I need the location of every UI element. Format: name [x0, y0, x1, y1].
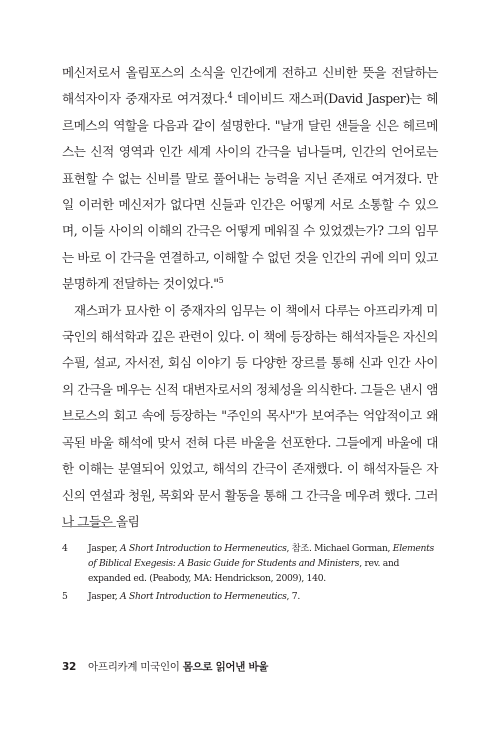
footnote-text — [88, 589, 438, 604]
footnote-title: A Short Introduction to Hermeneutics — [120, 543, 287, 554]
footnote-4 — [62, 541, 438, 587]
footnote-divider — [62, 526, 116, 527]
footnote-ref-text: , 참조. Michael Gorman, — [286, 543, 393, 554]
footnote-ref-4[interactable]: 4 — [227, 91, 233, 101]
running-title — [88, 661, 268, 673]
footnote-publication: , rev. and expanded ed. (Peabody, MA: Hendrickson, 2009), 140. — [88, 558, 400, 585]
footnote-title-2: Elements of Biblical Exegesis: A Basic Guide for Students and Ministers — [88, 543, 434, 570]
footnote-author: Jasper, — [88, 543, 121, 554]
footnote-ref-5[interactable]: 5 — [218, 276, 224, 286]
footnote-title: A Short Introduction to Hermeneutics — [120, 590, 287, 602]
running-title-part-b: 몸으로 읽어낸 바울 — [182, 661, 269, 673]
page-footer — [62, 659, 268, 674]
paragraph-2: 재스퍼가 묘사한 이 중재자의 임무는 이 책에서 다루는 아프리카계 미국인의 해석학과 깊은 관련이 있다. 이 책에 등장하는 해석자들은 자신의 수필, 설교, 자서전, 회심 이야기 등 다양한 장르를 통해 신과 인간 사이의 간극을 메우는 신적 대변자로서의 정체성을 의식한다. 그들은 낸시 앰브로스의 회고 속에 등장하는 "주인의 목사"가 보여주는 억압적이고 왜곡된 바울 해석에 맞서 전혀 다른 바울을 선포한다. 그들에게 바울에 대한 이해는 분열되어 있었고, 해석의 간극이 존재했다. 이 해석자들은 자신의 연설과 청원, 목회와 문서 활동을 통해 그 간극을 메우려 했다. 그러나 그들은 올림 — [62, 302, 438, 529]
paragraph-1-part-a: 메신저로서 올림포스의 소식을 인간에게 전하고 신비한 뜻을 전달하는 해석자이자 중재자로 여겨졌다. — [62, 65, 438, 107]
page-number: 32 — [62, 661, 77, 673]
footnote-5 — [62, 589, 438, 604]
footnote-number: 4 — [62, 543, 68, 554]
paragraph-1-part-b: 데이비드 재스퍼(David Jasper)는 헤르메스의 역할을 다음과 같이 설명한다. "날개 달린 샌들을 신은 헤르메스는 신적 영역과 인간 세계 사이의 간극을 넘나들며, 인간의 언어로는 표현할 수 없는 신비를 말로 풀어내는 능력을 지닌 존재로 여겨졌다. 만일 이러한 메신저가 없다면 신들과 인간은 어떻게 서로 소통할 수 있으며, 이들 사이의 이해의 간극은 어떻게 메워질 수 있었겠는가? 그의 임무는 바로 이 간극을 연결하고, 이해할 수 없던 것을 인간의 귀에 의미 있고 분명하게 전달하는 것이었다." — [62, 91, 438, 292]
footnote-text — [88, 541, 438, 587]
footnotes — [62, 541, 438, 606]
body-text — [62, 60, 438, 535]
footnote-page: , 7. — [286, 590, 300, 602]
paragraph-1 — [62, 60, 438, 298]
footnote-author: Jasper, — [88, 590, 121, 602]
running-title-part-a: 아프리카계 미국인이 — [88, 661, 183, 673]
footnote-number: 5 — [62, 590, 68, 602]
